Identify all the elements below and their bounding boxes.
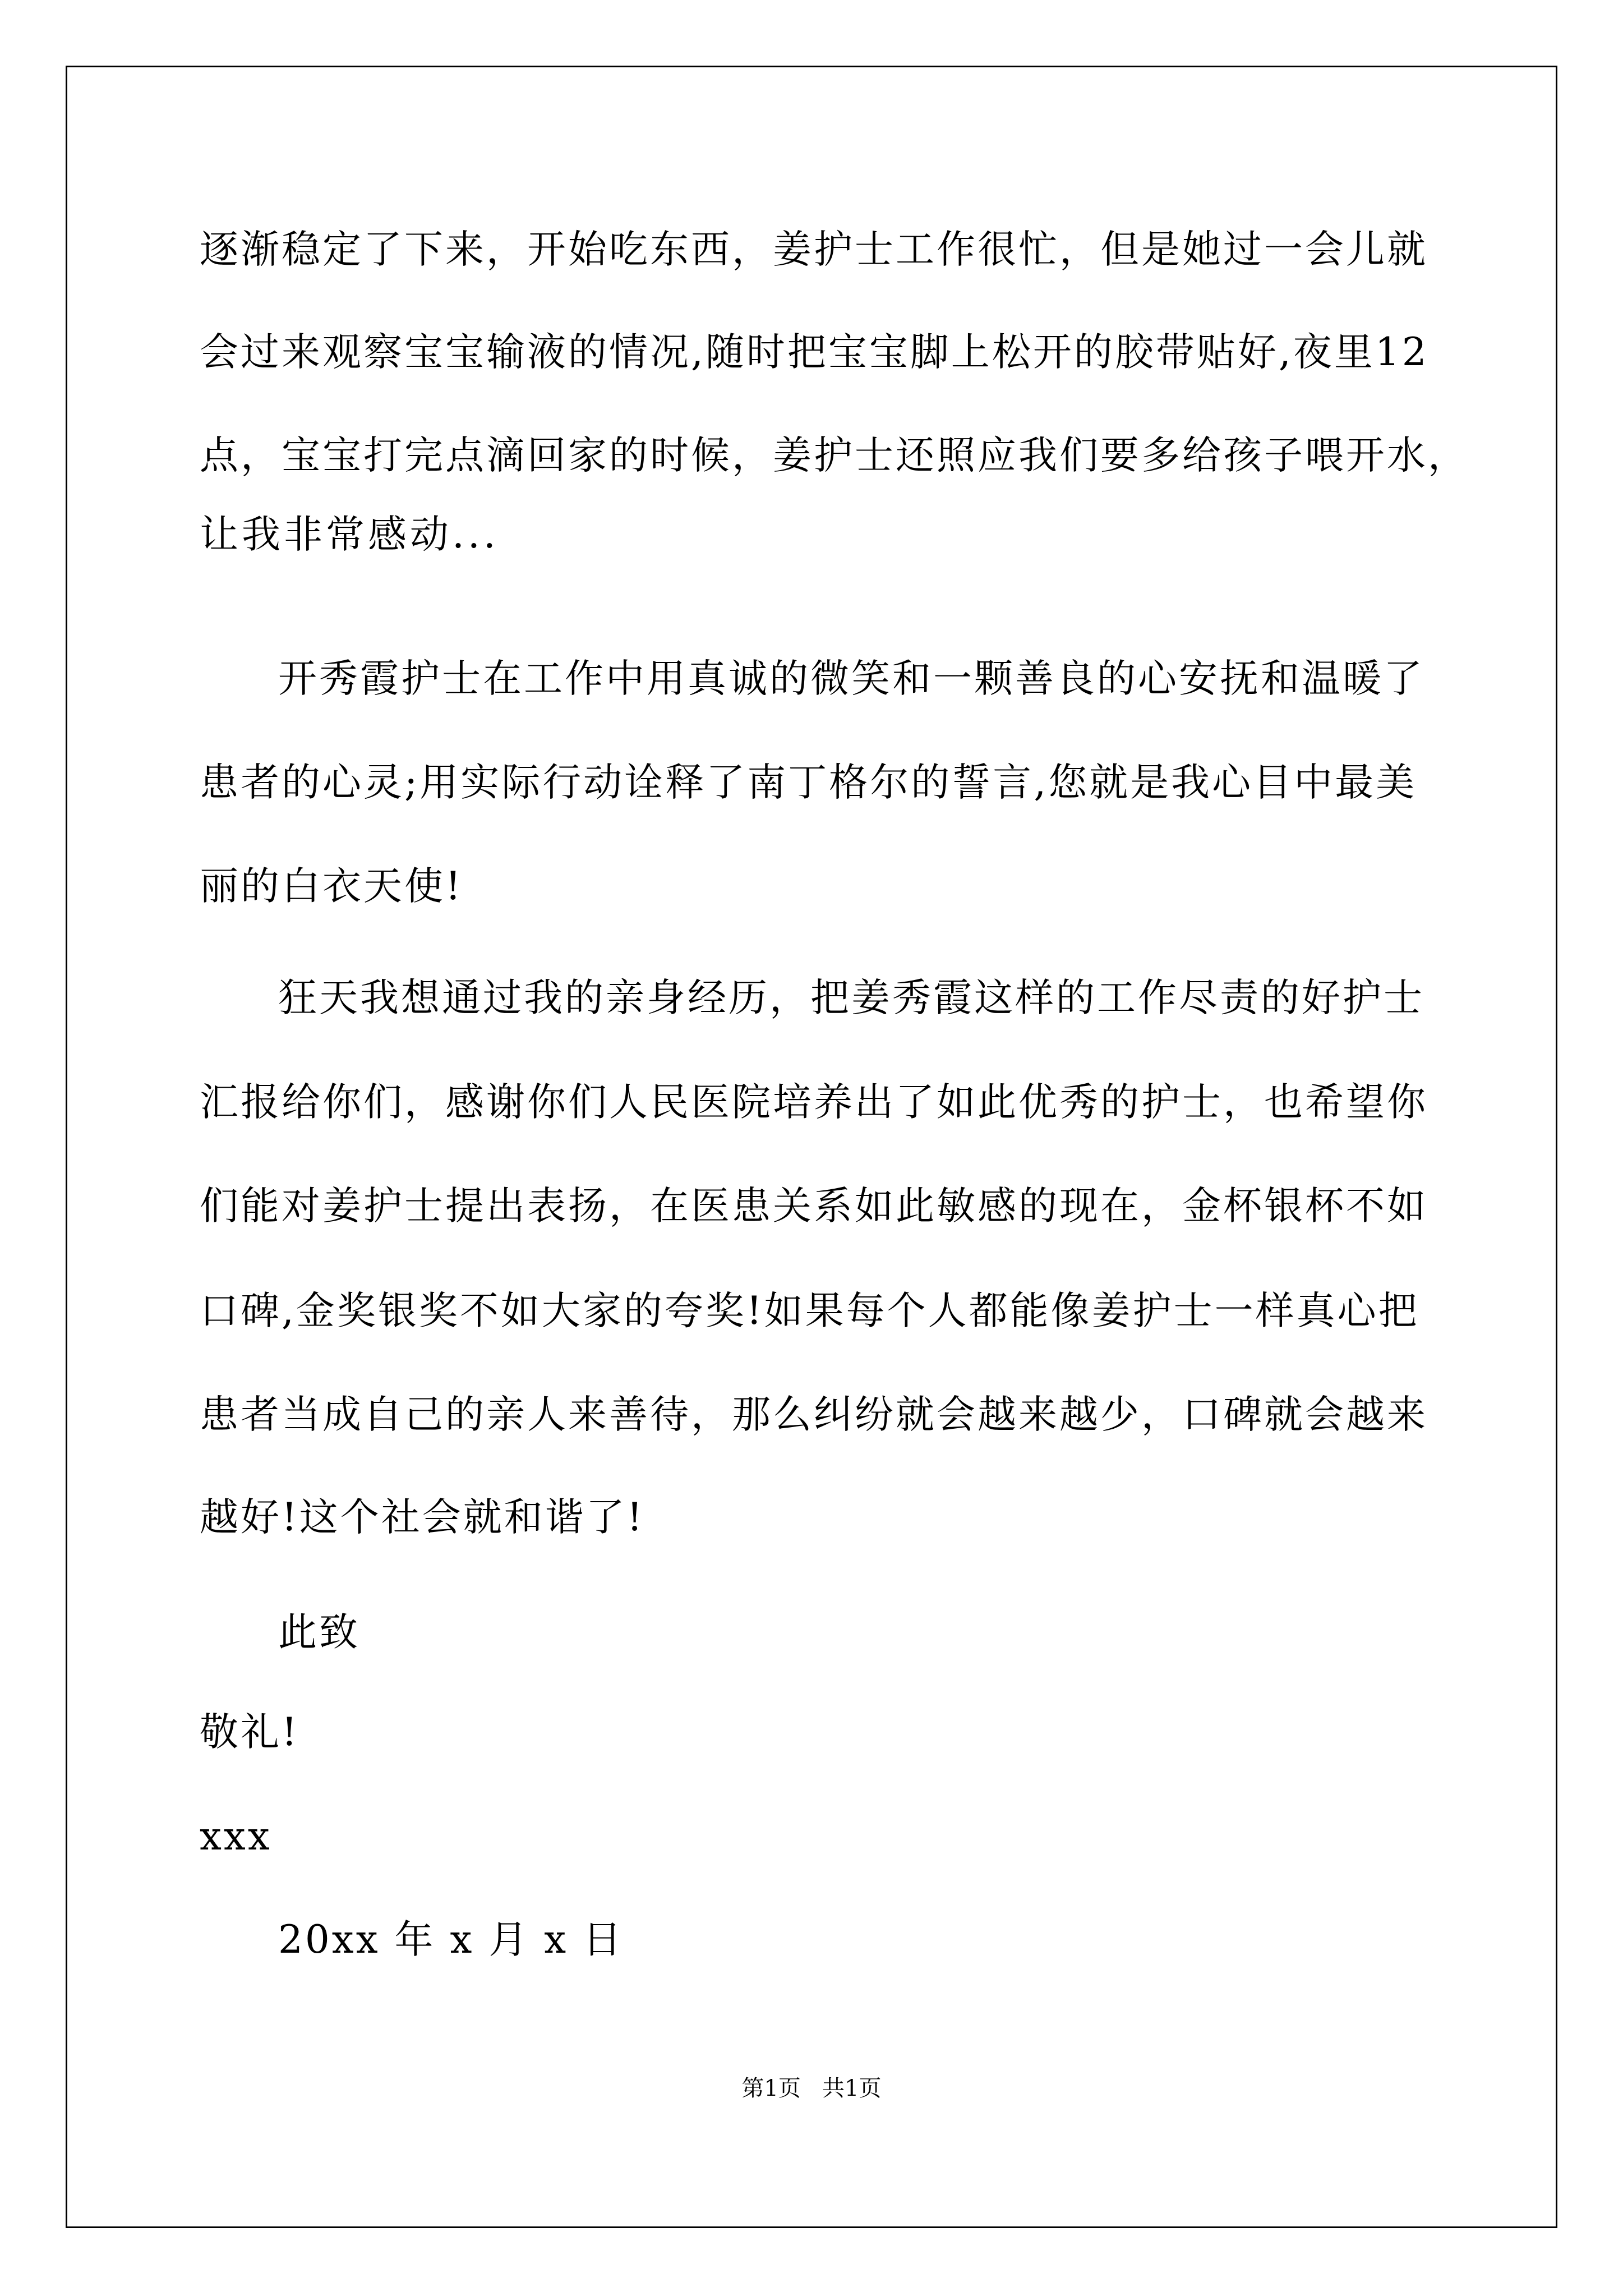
body-line: 让我非常感动... <box>200 512 499 557</box>
body-line: 们能对姜护士提出表扬，在医患关系如此敏感的现在，金杯银杯不如 <box>200 1184 1428 1228</box>
page-border <box>66 66 1557 2228</box>
closing-salutation: 此致 <box>278 1610 360 1655</box>
body-line: 患者当成自己的亲人来善待，那么纠纷就会越来越少，口碑就会越来 <box>200 1392 1428 1437</box>
closing-regards: 敬礼! <box>200 1710 299 1755</box>
body-line: 汇报给你们，感谢你们人民医院培养出了如此优秀的护士，也希望你 <box>200 1080 1428 1125</box>
body-line: 患者的心灵;用实际行动诠释了南丁格尔的誓言,您就是我心目中最美 <box>200 760 1417 805</box>
body-line: 口碑,金奖银奖不如大家的夸奖!如果每个人都能像姜护士一样真心把 <box>200 1289 1419 1333</box>
signature: xxx <box>200 1814 272 1859</box>
body-line: 开秀霞护士在工作中用真诚的微笑和一颗善良的心安抚和温暖了 <box>278 656 1424 701</box>
body-line: 会过来观察宝宝输液的情况,随时把宝宝脚上松开的胶带贴好,夜里12 <box>200 330 1429 375</box>
page-number: 第1页 共1页 <box>741 2076 882 2101</box>
body-line: 越好!这个社会就和谐了! <box>200 1495 645 1540</box>
body-line: 狂天我想通过我的亲身经历，把姜秀霞这样的工作尽责的好护士 <box>278 976 1424 1020</box>
date: 20xx 年 x 月 x 日 <box>278 1917 624 1962</box>
body-line: 逐渐稳定了下来，开始吃东西，姜护士工作很忙，但是她过一会儿就 <box>200 227 1428 272</box>
body-line: 丽的白衣天使! <box>200 864 463 909</box>
body-line: 点，宝宝打完点滴回家的时候，姜护士还照应我们要多给孩子喂开水， <box>200 433 1469 478</box>
